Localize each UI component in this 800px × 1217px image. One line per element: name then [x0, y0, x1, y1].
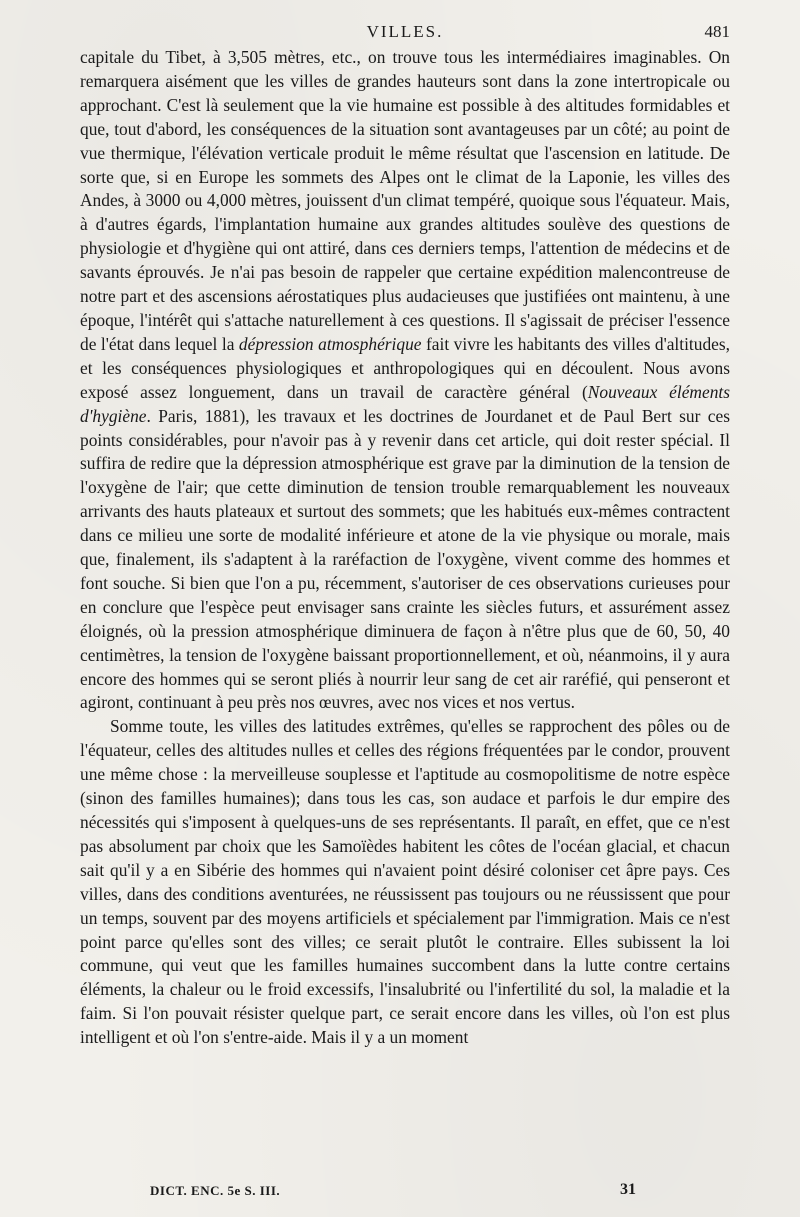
- paragraph-1-text-b: fait vivre les habitants des villes d'altitudes, et les conséquences physiologiques et anthropologiques qui en découlent. Nous avons exposé assez longuement, dans un travail de caractère général (: [80, 333, 730, 402]
- running-title: VILLES.: [366, 22, 444, 41]
- paragraph-1-text-a: capitale du Tibet, à 3,505 mètres, etc., on trouve tous les intermédiaires imaginables. On remarquera aisément que les villes de grandes hauteurs sont dans la zone intertropicale ou approchant. C'est là seulement que la vie humaine est possible à des altitudes formidables et que, tout d'abord, les conséquences de la situation sont avantageuses par un côté; au point de vue thermique, l'élévation verticale produit le même résultat que l'ascension en latitude. De sorte que, si en Europe les sommets des Alpes ont le climat de la Laponie, les villes des Andes, à 3000 ou 4,000 mètres, jouissent d'un climat tempéré, quoique sous l'équateur. Mais, à d'autres égards, l'implantation humaine aux grandes altitudes soulève des questions de physiologie et d'hygiène qui ont attiré, dans ces derniers temps, l'attention de médecins et de savants éprouvés. Je n'ai pas besoin de rappeler que certaine expédition malencontreuse de notre part et des ascensions aérostatiques plus audacieuses que justifiées ont maintenu, à une époque, l'intérêt qui s'attache naturellement à ces questions. Il s'agissait de préciser l'essence de l'état dans lequel la: [80, 47, 730, 354]
- italic-term: dépression atmosphérique: [238, 333, 422, 354]
- paragraph-1: [80, 46, 730, 715]
- paragraph-2: Somme toute, les villes des latitudes extrêmes, qu'elles se rapprochent des pôles ou de l'équateur, celles des altitudes nulles et celles des régions fréquentées par le condor, prouvent une même chose : la merveilleuse souplesse et l'aptitude au cosmopolitisme de notre espèce (sinon des familles humaines); dans tous les cas, son audace et parfois le dur empire des nécessités qui s'imposent à quelques-uns de ses représentants. Il paraît, en effet, que ce n'est pas absolument par choix que les Samoïèdes habitent les côtes de l'océan glacial, et chacun sait qu'il y a en Sibérie des hommes qui n'avaient point désiré coloniser cet âpre pays. Ces villes, dans des conditions aventurées, ne réussissent pas toujours ou ne réussissent que pour un temps, souvent par des moyens artificiels et spécialement par l'immigration. Mais ce n'est point parce qu'elles sont des villes; ce serait plutôt le contraire. Elles subissent la loi commune, qui veut que les familles humaines succombent dans la lutte contre certains éléments, la chaleur ou le froid excessifs, l'insalubrité ou l'infertilité du sol, la maladie et la faim. Si l'on pouvait résister quelque part, ce serait encore dans les villes, où l'on est plus intelligent et où l'on s'entre-aide. Mais il y a un moment: [80, 716, 730, 1048]
- signature-mark: DICT. ENC. 5e S. III.: [150, 1183, 281, 1198]
- signature-number: 31: [620, 1181, 636, 1198]
- paragraph-1-text-c: . Paris, 1881), les travaux et les doctrines de Jourdanet et de Paul Bert sur ces points considérables, pour n'avoir pas à y revenir dans cet article, qui doit rester spécial. Il suffira de redire que la dépression atmosphérique est grave par la diminution de la tension de l'oxygène de l'air; que cette diminution de tension trouble remarquablement les nouveaux arrivants des hauts plateaux et surtout des sommets; que les habitués eux-mêmes contractent dans ce milieu une sorte de modalité inférieure et atone de la vie physique ou morale, mais que, finalement, ils s'adaptent à la raréfaction de l'oxygène, vivent comme des hommes et font souche. Si bien que l'on a pu, récemment, s'autoriser de ces observations curieuses pour en conclure que l'espèce peut envisager sans crainte les siècles futurs, et assurément assez éloignés, où la pression atmosphérique diminuera de façon à n'être plus que de 60, 50, 40 centimètres, la tension de l'oxygène baissant proportionnellement, et où, néanmoins, il y aura encore des hommes qui se seront pliés à nourrir leur sang de cet air raréfié, qui penseront et agiront, continuant à peu près nos œuvres, avec nos vices et nos vertus.: [80, 405, 730, 713]
- running-header: [80, 22, 730, 46]
- page-footer: [80, 1181, 730, 1203]
- article-body: [80, 46, 730, 1050]
- page-number: 481: [704, 22, 730, 41]
- book-title-reference: Nouveaux éléments d'hygiène: [80, 381, 730, 426]
